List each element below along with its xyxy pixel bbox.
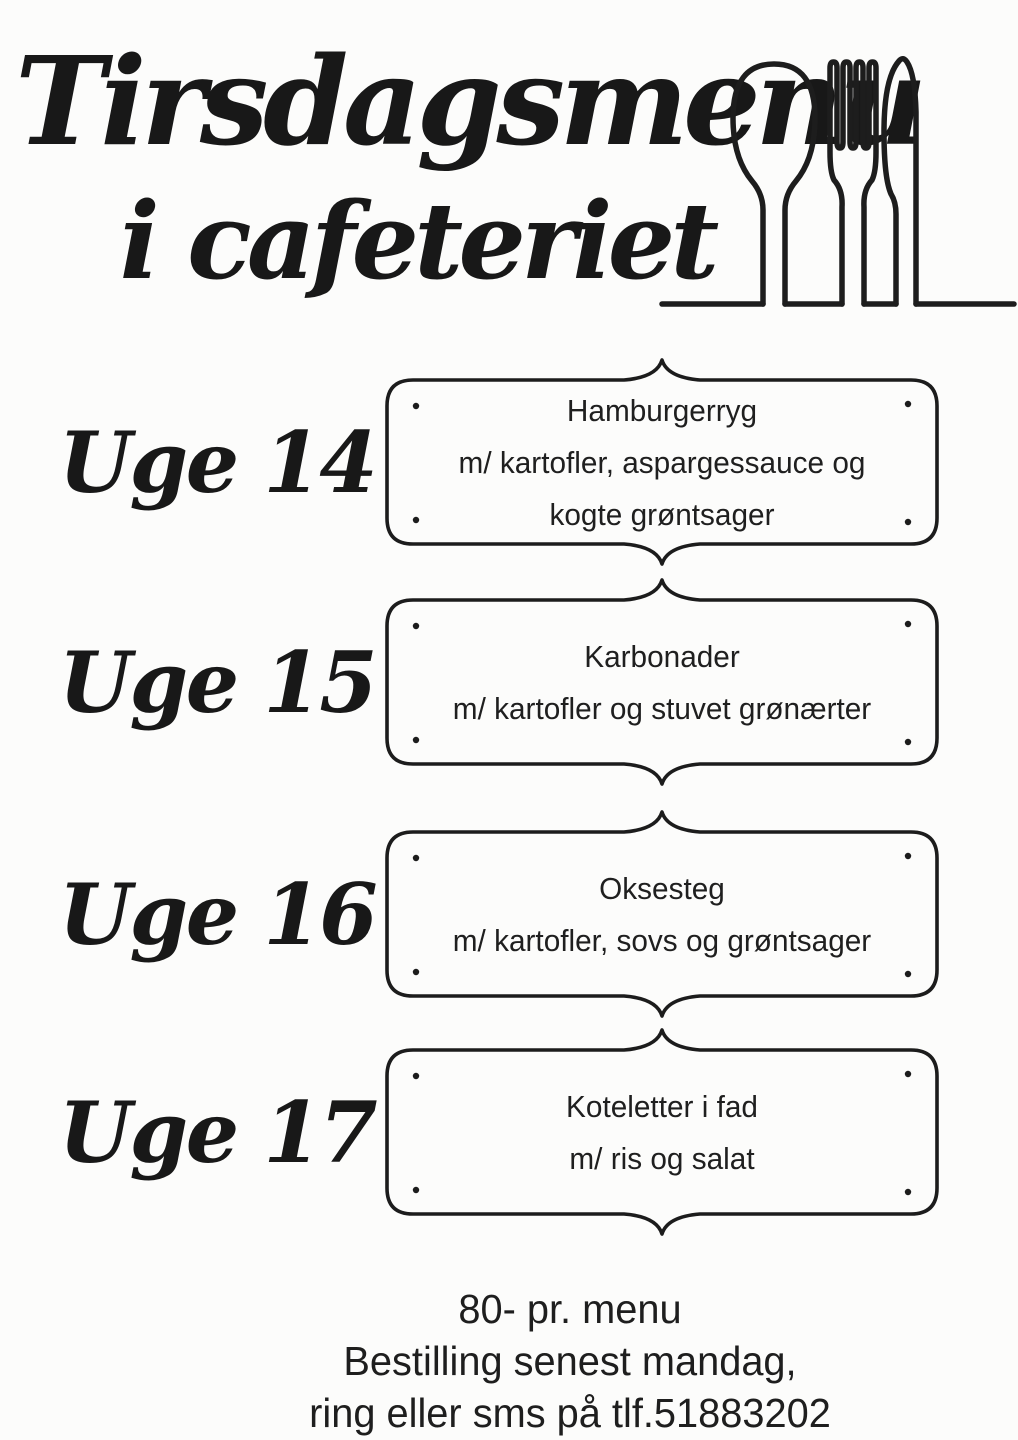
spoon-icon (733, 64, 815, 304)
menu-box-week-17 (384, 1028, 940, 1236)
order-info-line: Bestilling senest mandag, (343, 1338, 797, 1384)
week-label-uge-16: Uge 16 (58, 864, 376, 964)
dish-sides: m/ kartofler og stuvet grønærter (452, 690, 872, 726)
order-phone-line: ring eller sms på tlf.51883202 (309, 1390, 831, 1436)
dish-description (405, 1028, 920, 1236)
footer (134, 1283, 1007, 1439)
week-label-uge-15: Uge 15 (58, 632, 376, 732)
price-line: 80- pr. menu (458, 1286, 682, 1332)
dish-name: Karbonader (584, 638, 740, 674)
menu-box-week-16 (384, 810, 940, 1018)
menu-box-week-14 (384, 358, 940, 566)
dish-sides: m/ kartofler, sovs og grøntsager (452, 922, 872, 958)
page-title: Tirsdagsmenu (15, 29, 922, 173)
knife-icon (884, 59, 916, 304)
page-subtitle: i cafeteriet (119, 178, 715, 303)
menu-box-week-15 (384, 578, 940, 786)
dish-name: Koteletter i fad (566, 1088, 758, 1124)
dish-name: Hamburgerryg (566, 392, 758, 428)
dish-name: Oksesteg (599, 870, 725, 906)
week-label-uge-17: Uge 17 (58, 1082, 376, 1182)
week-label-uge-14: Uge 14 (58, 412, 376, 512)
dish-description (405, 578, 920, 786)
dish-description (405, 358, 920, 566)
dish-sides: m/ kartofler, aspargessauce og (458, 444, 866, 480)
dish-description (405, 810, 920, 1018)
dish-sides: kogte grøntsager (549, 496, 775, 532)
fork-icon (830, 62, 876, 304)
spoon-fork-knife-icon (648, 52, 1018, 314)
dish-sides: m/ ris og salat (569, 1140, 755, 1176)
